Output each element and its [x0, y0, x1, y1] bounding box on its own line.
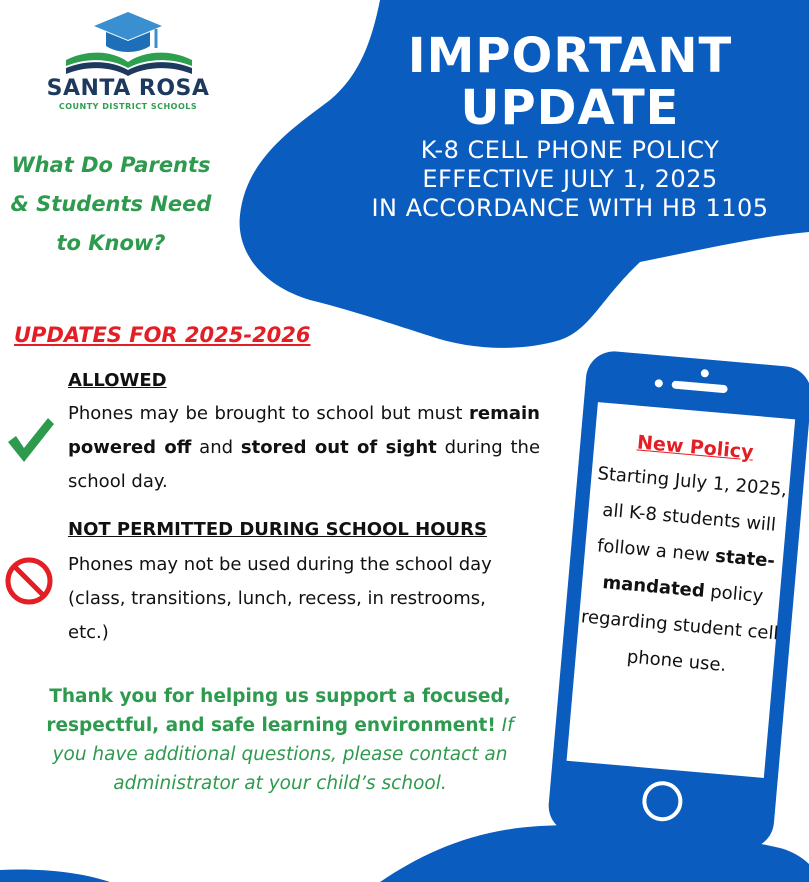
header-title-line: IMPORTANT — [407, 28, 733, 84]
header-title-line: UPDATE — [460, 80, 680, 136]
phone-bold-part: state-mandated — [601, 545, 776, 602]
thanks-message — [40, 682, 520, 798]
allowed-text — [68, 397, 540, 499]
allowed-bold-part: stored out of sight — [240, 437, 437, 458]
phone-text-part: Starting July 1, 2025, all K-8 students will follow a new — [596, 463, 788, 567]
phone-text-part: policy regarding student cell phone use. — [580, 580, 780, 677]
allowed-bold-part: remain powered off — [68, 403, 540, 458]
thanks-bold: Thank you for helping us support a focused, respectful, and safe learning environment! — [46, 686, 511, 736]
question-line: to Know? — [56, 231, 166, 255]
prohibited-icon — [4, 556, 54, 606]
parents-question — [0, 146, 222, 263]
header-subtitle — [330, 136, 809, 223]
logo-subtitle: COUNTY DISTRICT SCHOOLS — [58, 102, 198, 111]
phone-screen-text — [570, 409, 802, 688]
question-line: & Students Need — [10, 192, 212, 216]
phone-policy-title: New Policy — [636, 431, 755, 464]
header-sub-line: K-8 CELL PHONE POLICY — [420, 136, 720, 164]
logo-name: SANTA ROSA — [46, 76, 210, 101]
updates-title: UPDATES FOR 2025-2026 — [14, 323, 311, 347]
not-permitted-heading: NOT PERMITTED DURING SCHOOL HOURS — [68, 519, 487, 540]
allowed-text-part: during the school day. — [68, 437, 541, 492]
checkmark-icon — [4, 414, 56, 466]
header-title — [330, 30, 809, 134]
allowed-heading: ALLOWED — [68, 370, 167, 391]
allowed-text-part: Phones may be brought to school but must — [68, 403, 470, 424]
header-sub-line: EFFECTIVE JULY 1, 2025 — [422, 165, 718, 193]
question-line: What Do Parents — [11, 153, 211, 177]
header-sub-line: IN ACCORDANCE WITH HB 1105 — [371, 194, 769, 222]
bottom-left-blob — [0, 870, 110, 882]
allowed-text-part: and — [191, 437, 241, 458]
not-permitted-text: Phones may not be used during the school day (class, transitions, lunch, recess, in restrooms, etc.) — [68, 554, 492, 643]
thanks-italic: If you have additional questions, please contact an administrator at your child’s school. — [52, 715, 514, 794]
phone-policy-body — [570, 455, 798, 688]
